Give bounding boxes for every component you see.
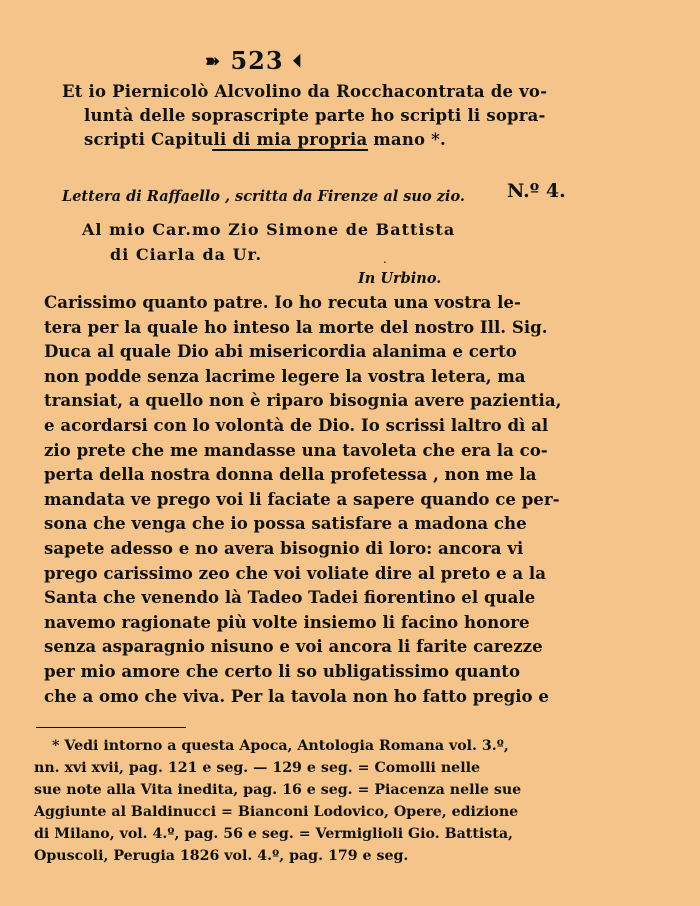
left-ornament-icon: ➽ xyxy=(205,51,222,72)
body-line: mandata ve prego voi li faciate a sapere quando ce per- xyxy=(44,488,560,509)
body-line: perta della nostra donna della profetessa , non me la xyxy=(44,464,537,485)
body-line: Santa che venendo là Tadeo Tadei fiorentino el quale xyxy=(44,587,536,608)
footnote-divider xyxy=(36,727,186,728)
letter-number: N.º 4. xyxy=(507,180,566,202)
page-number xyxy=(205,46,303,75)
footnote-line: Opuscoli, Perugia 1826 vol. 4.º, pag. 179 e seg. xyxy=(34,848,409,864)
address-line: Al mio Car.mo Zio Simone de Battista xyxy=(82,220,456,239)
letter-place: In Urbino. xyxy=(358,270,442,287)
footnote-line: * Vedi intorno a questa Apoca, Antologia Romana vol. 3.º, xyxy=(52,738,509,754)
section-divider xyxy=(212,149,368,151)
body-line: senza asparagnio nisuno e voi ancora li farite carezze xyxy=(44,636,543,657)
body-line: sapete adesso e no avera bisognio di loro: ancora vi xyxy=(44,538,524,558)
intro-line: scripti Capituli di mia propria mano *. xyxy=(84,130,446,149)
body-line: tera per la quale ho inteso la morte del nostro Ill. Sig. xyxy=(44,316,548,337)
body-line: e acordarsi con lo volontà de Dio. Io scrissi laltro dì al xyxy=(44,415,549,435)
intro-line: luntà delle soprascripte parte ho scripti li sopra- xyxy=(84,106,546,125)
body-line: che a omo che viva. Per la tavola non ho fatto pregio e xyxy=(44,685,549,706)
stray-mark: . xyxy=(383,252,387,266)
body-line: per mio amore che certo li so ubligatissimo quanto xyxy=(44,661,521,681)
body-line: prego carissimo zeo che voi voliate dire al preto e a la xyxy=(44,562,546,583)
page-number-text: 523 xyxy=(230,46,284,75)
body-line: Duca al quale Dio abi misericordia alanima e certo xyxy=(44,341,517,362)
body-line: non podde senza lacrime legere la vostra letera, ma xyxy=(44,365,526,386)
letter-heading: Lettera di Raffaello , scritta da Firenze al suo zio. xyxy=(62,188,465,205)
body-line: zio prete che me mandasse una tavoleta che era la co- xyxy=(44,439,548,460)
footnote-line: sue note alla Vita inedita, pag. 16 e seg. = Piacenza nelle sue xyxy=(34,782,522,798)
footnote-line: nn. xvi xvii, pag. 121 e seg. — 129 e seg. = Comolli nelle xyxy=(34,760,480,776)
body-line: sona che venga che io possa satisfare a madona che xyxy=(44,513,527,534)
body-line: navemo ragionate più volte insiemo li facino honore xyxy=(44,611,530,632)
footnote-line: Aggiunte al Baldinucci = Bianconi Lodovico, Opere, edizione xyxy=(34,804,519,820)
address-line: di Ciarla da Ur. xyxy=(110,245,263,264)
body-line: Carissimo quanto patre. Io ho recuta una vostra le- xyxy=(44,292,521,312)
body-line: transiat, a quello non è riparo bisognia avere pazientia, xyxy=(44,390,562,411)
intro-line: Et io Piernicolò Alcvolino da Rocchacontrata de vo- xyxy=(62,82,548,101)
right-ornament-icon: ⏴ xyxy=(292,51,303,72)
footnote-line: di Milano, vol. 4.º, pag. 56 e seg. = Vermiglioli Gio. Battista, xyxy=(34,826,513,842)
